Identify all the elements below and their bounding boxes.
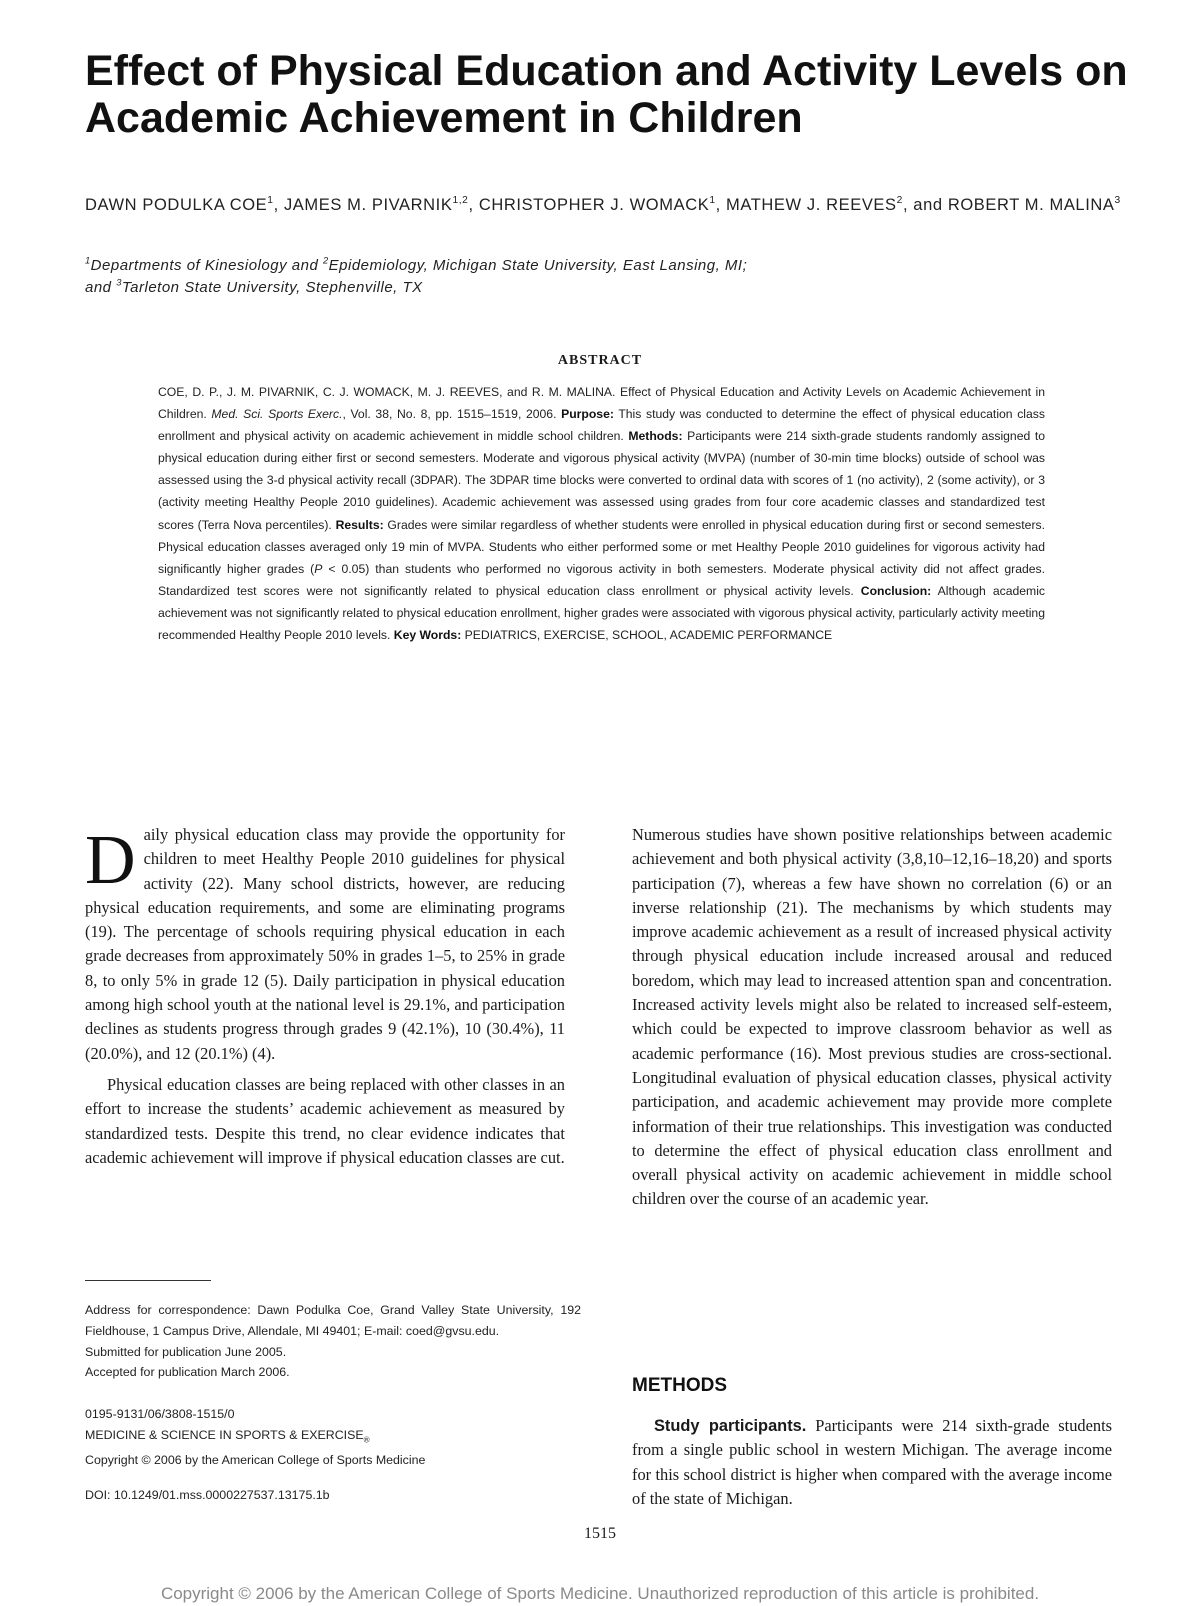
body-paragraph: Physical education classes are being replaced with other classes in an effort to increase the students’ academic achievement as measured by standardized tests. Despite this trend, no clear evidence indicates that academic achievement will improve if physical education classes are cut. — [85, 1074, 565, 1167]
abstract-conclusion: Although academic achievement was not significantly related to physical education enrollment, higher grades were associated with vigorous physical activity, particularly activity meeting recommended Healthy People 2010 levels. — [158, 583, 1045, 643]
author-name: , MATHEW J. REEVES — [715, 196, 897, 214]
author-affil-mark: 1,2 — [452, 194, 469, 206]
body-paragraph — [85, 823, 565, 1066]
abstract-citation-end: , Vol. 38, No. 8, pp. 1515–1519, 2006. — [342, 407, 562, 422]
abstract-keywords: PEDIATRICS, EXERCISE, SCHOOL, ACADEMIC PERFORMANCE — [461, 628, 833, 643]
author-name: , and ROBERT M. MALINA — [902, 196, 1115, 214]
page-number: 1515 — [584, 1525, 616, 1542]
author-affil-mark: 2 — [896, 194, 903, 206]
abstract-heading: ABSTRACT — [557, 353, 643, 368]
footnote-divider — [85, 1280, 211, 1281]
affil-text: Tarleton State University, Stephenville, TX — [121, 279, 423, 296]
publication-info — [85, 1404, 581, 1471]
author-name: , JAMES M. PIVARNIK — [273, 196, 453, 214]
affil-text: Epidemiology, Michigan State University, East Lansing, MI; — [328, 257, 748, 274]
abstract-purpose: This study was conducted to determine the effect of physical education class enrollment and physical activity on academic achievement in middle school children. — [158, 407, 1045, 444]
submitted-date: Submitted for publication June 2005. — [85, 1344, 287, 1359]
registered-mark: ® — [363, 1435, 370, 1445]
abstract-journal: Med. Sci. Sports Exerc. — [211, 407, 343, 422]
article-title: Effect of Physical Education and Activity Levels on Academic Achievement in Children — [85, 47, 1128, 142]
abstract-results-label: Results: — [335, 517, 384, 532]
body-paragraph — [632, 1414, 1112, 1511]
affil-mark: 3 — [116, 277, 122, 288]
author-affil-mark: 3 — [1114, 194, 1121, 206]
subsection-heading: Study participants. — [654, 1417, 807, 1435]
paragraph-text: aily physical education class may provide the opportunity for children to meet Healthy People 2010 guidelines for physical activity (22). Many school districts, however, are reducing physical education requirements, and some are eliminating programs (19). The percentage of schools requiring physical education in each grade decreases from approximately 50% in grades 1–5, to 25% in grade 8, to only 5% in grade 12 (5). Daily participation in physical education among high school youth at the national level is 29.1%, and participation declines as students progress through grades 9 (42.1%), 10 (30.4%), 11 (20.0%), and 12 (20.1%) (4). — [85, 825, 565, 1063]
issn: 0195-9131/06/3808-1515/0 — [85, 1407, 235, 1421]
abstract-conclusion-label: Conclusion: — [860, 583, 932, 598]
journal-name — [85, 1425, 581, 1450]
methods-heading: METHODS — [632, 1375, 727, 1396]
affil-text: Departments of Kinesiology and — [90, 257, 323, 274]
affil-text: and — [85, 279, 117, 296]
abstract-text — [158, 381, 1045, 646]
correspondence-address: Address for correspondence: Dawn Podulka Coe, Grand Valley State University, 192 Fieldhouse, 1 Campus Drive, Allendale, MI 49401; E-mail: coed@gvsu.edu. — [85, 1303, 581, 1338]
abstract-keywords-label: Key Words: — [393, 628, 462, 643]
body-column-left — [85, 823, 565, 1170]
abstract-results-cont: < 0.05) than students who performed no vigorous activity in both semesters. Moderate physical activity did not affect grades. Standardized test scores were not significantly related to physical education class enrollment or physical activity levels. — [158, 561, 1046, 598]
methods-paragraph — [632, 1414, 1112, 1511]
abstract-purpose-label: Purpose: — [561, 407, 614, 422]
journal-title: MEDICINE & SCIENCE IN SPORTS & EXERCISE — [85, 1428, 364, 1442]
doi: DOI: 10.1249/01.mss.0000227537.13175.1b — [85, 1488, 330, 1502]
author-name: DAWN PODULKA COE — [85, 196, 268, 214]
journal-copyright: Copyright © 2006 by the American College of Sports Medicine — [85, 1453, 426, 1468]
body-paragraph: Numerous studies have shown positive relationships between academic achievement and both physical activity (3,8,10–12,16–18,20) and sports participation (7), whereas a few have shown no correlation (6) or an inverse relationship (21). The mechanisms by which students may improve academic achievement as a result of increased physical activity through physical education include increased arousal and reduced boredom, which may lead to increased attention span and concentration. Increased activity levels might also be related to increased self-esteem, which could be expected to improve classroom behavior as well as academic performance (16). Most previous studies are cross-sectional. Longitudinal evaluation of physical education classes, physical activity participation, and academic achievement may provide more complete information of their true relationships. This investigation was conducted to determine the effect of physical education class enrollment and overall physical activity on academic achievement in middle school children over the course of an academic year. — [632, 825, 1112, 1209]
abstract-methods: Participants were 214 sixth-grade students randomly assigned to physical education during either first or second semesters. Moderate and vigorous physical activity (MVPA) (number of 30-min time blocks) outside of school was assessed using the 3-d physical activity recall (3DPAR). The 3DPAR time blocks were converted to ordinal data with scores of 1 (no activity), 2 (some activity), or 3 (activity meeting Healthy People 2010 guidelines). Academic achievement was assessed using grades from four core academic classes and standardized test scores (Terra Nova percentiles). — [158, 429, 1046, 532]
body-column-right — [632, 823, 1112, 1212]
accepted-date: Accepted for publication March 2006. — [85, 1365, 290, 1380]
affiliations — [85, 255, 1145, 299]
author-affil-mark: 1 — [709, 194, 716, 206]
drop-cap: D — [85, 822, 136, 899]
abstract-p-symbol: P — [314, 561, 323, 576]
abstract-results: Grades were similar regardless of whether students were enrolled in physical education during first or second semesters. Physical education classes averaged only 19 min of MVPA. Students who either performed some or met Healthy People 2010 guidelines for vigorous activity had significantly higher grades ( — [158, 517, 1045, 576]
affil-mark: 1 — [85, 255, 91, 266]
affil-mark: 2 — [322, 255, 329, 266]
abstract-citation: COE, D. P., J. M. PIVARNIK, C. J. WOMACK, M. J. REEVES, and R. M. MALINA. Effect of Physical Education and Activity Levels on Academic Achievement in Children. — [158, 385, 1045, 422]
copyright-watermark: Copyright © 2006 by the American College of Sports Medicine. Unauthorized reproduction of this article is prohibited. — [160, 1584, 1040, 1603]
author-list — [85, 194, 1145, 217]
author-affil-mark: 1 — [267, 194, 274, 206]
correspondence-notes — [85, 1300, 581, 1383]
author-name: , CHRISTOPHER J. WOMACK — [468, 196, 710, 214]
paragraph-text: Participants were 214 sixth-grade students from a single public school in western Michigan. The average income for this school district is higher when compared with the average income of the state of Michigan. — [632, 1416, 1112, 1508]
abstract-methods-label: Methods: — [628, 429, 683, 444]
